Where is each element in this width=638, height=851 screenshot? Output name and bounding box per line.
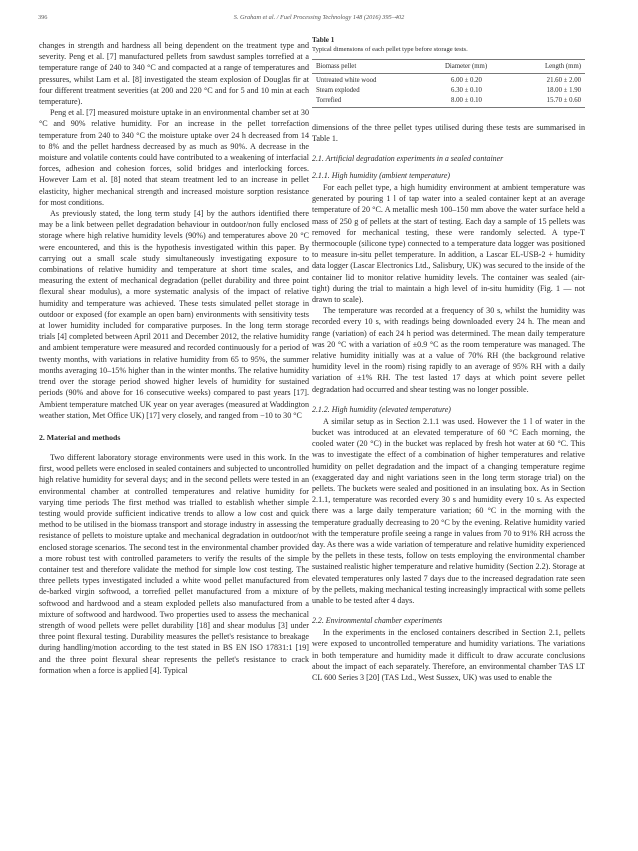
paragraph: For each pellet type, a high humidity environment at ambient temperature was generated by pouring 1 l of tap water into a sealed container kept at an average temperature of 20 °C. A metallic mesh 100–150 mm above the water surface held a mass of 250 g of pellets at the start of testing. Each day a sample of 15 pellets was removed for mechanical testing, these were randomly selected. A type-T thermocouple (silicone type) connected to a temperature data logger was positioned to measure in-situ pellet temperature. In addition, a Lascar EL-USB-2 + humidity data logger (Lascar Electronics Ltd., Salisbury, UK) was secured to the inside of the container lid to monitor relative humidity levels. The container was sealed (air-tight) during the trial to maintain a high level of in-situ humidity (Fig. 1 — not drawn to scale). [312,182,585,304]
table-cell: 21.60 ± 2.00 [546,77,581,84]
table-cell: 18.00 ± 1.90 [546,86,581,94]
left-column [39,40,309,676]
paragraph: In the experiments in the enclosed containers described in Section 2.1, pellets were exposed to uncontrolled temperature and humidity variations. The variations in both temperature and humidity made it difficult to draw accurate conclusions about the impact of each separately. Therefore, an environmental chamber TAS LT CL 600 Series 3 [20] (TAS Ltd., West Sussex, UK) was used to enable the [312,628,585,683]
table-cell: Torrefied [312,95,407,107]
table-row [312,85,585,95]
paragraph: The temperature was recorded at a frequency of 30 s, whilst the humidity was recorded every 10 s, with readings being downloaded every 24 h. The mean and range (variation) of each 24 h period was determined. The mean daily temperature was 20 °C with a variation of ±0.9 °C as the room temperature was managed. The relative humidity initially was at a value of 70% RH (the background relative humidity level in the room) rising rapidly to an average of 95% RH with a daily variation of ±1% RH. The test lasted 17 days at which point severe pellet degradation had occurred and shear testing was no longer possible. [312,306,585,394]
table-cell: Untreated white wood [316,77,377,84]
table-cell: 6.30 ± 0.10 [451,86,482,94]
subsection-heading: 2.1.2. High humidity (elevated temperature) [312,404,451,414]
paragraph: A similar setup as in Section 2.1.1 was used. However the 1 l of water in the bucket was introduced at an elevated temperature of 60 °C Each morning, the cooled water (20 °C) in the bucket was replaced by fresh hot water at 60 °C. This was to investigate the effect of a combination of higher temperatures and relative humidity on pellet degradation and the impact of a changing temperature regime (exaggerated day and night variations seen in the long term storage trial) on the pellets. The buckets were sealed and positioned in an insulating box. As in Section 2.1.1, temperature was recorded every 30 s and humidity every 10 s. As expected there was a large daily temperature variation; 60 °C in the morning with the temperature gradually decreasing to 20 °C by the evening. Relative humidity varied with the temperature profile seeing a range in values from 70 to 91% RH across the day. As there was a wide variation of temperature and relative humidity experienced by the pellets in these tests, follow on tests employing the environmental chamber sustained realistic higher temperature and relative humidity (Section 2.2). Storage at elevated temperatures only lasted 7 days due to the increased degradation rate seen by the pellets, making mechanical testing increasingly impractical with some pellets unable to be tested after 4 days. [312,416,585,606]
table-header-row [312,60,585,74]
subsection-heading: 2.1.1. High humidity (ambient temperature) [312,170,450,180]
table-header: Biomass pellet [312,60,407,74]
section-heading: 2. Material and methods [39,432,121,442]
paragraph: dimensions of the three pellet types utilised during these tests are summarised in Table 1. [312,122,585,143]
table-header: Diameter (mm) [407,60,524,74]
section-heading: 2.1. Artificial degradation experiments in a sealed container [312,153,504,163]
paragraph: changes in strength and hardness all being dependent on the treatment type and severity. Peng et al. [7] manufactured pellets from sawdust samples torrefied at a temperature range of 240 to 340 °C and compacted at a range of temperatures and pressures, whilst Lam et al. [8] investigated the steam explosion of Douglas fir at four different treatment severities (at 200 and 220 °C and for 5 and 10 min at each temperature). [39,41,309,107]
paragraph: Two different laboratory storage environments were used in this work. In the first, wood pellets were enclosed in sealed containers and subjected to uncontrolled high relative humidity for several days; and in the second pellets were tested in an environmental chamber at controlled temperatures and relative humidity for varying time periods The first method was trialled to establish whether simple testing would provide sufficient indicative trends to allow a low cost and quick method to be utilised in the biomass transport and storage industry in assessing the resistance of pellets to moisture uptake and mechanical degradation in outdoor/not enclosed storage scenarios. The second test in the environmental chamber provided a more robust test with controlled parameters to verify the results of the simple container test and therefore validate the method for simple low cost testing. The three pellets types investigated included a white wood pellet manufactured from de-barked virgin softwood, a torrefied pellet manufactured from a mixture of softwood and hardwood and a steam exploded pellets also manufactured from a mixture of softwood and hardwood. Two properties used to assess the mechanical strength of wood pellets were pellet durability [18] and shear modulus [3] under three point flexural testing. Durability measures the pellet's resistance to breakage during handling/motion according to the test stated in BS EN ISO 17831:1 [19] and the three point flexural shear represents the pellet's resistance to crack formation when a force is applied [4]. Typical [39,452,309,675]
running-head: S. Graham et al. / Fuel Processing Technology 148 (2016) 395–402 [233,14,405,21]
right-column [312,36,585,683]
table-caption: Typical dimensions of each pellet type before storage tests. [312,46,468,53]
table-cell: 6.00 ± 0.20 [451,77,482,84]
table-row [312,95,585,107]
table-cell: 15.70 ± 0.60 [524,95,585,107]
table-label: Table 1 [312,36,335,44]
table-cell: 8.00 ± 0.10 [407,95,524,107]
table-header: Length (mm) [524,60,585,74]
running-header [38,14,600,26]
table-cell: Steam exploded [316,86,360,94]
page-number: 396 [38,14,48,21]
paragraph: As previously stated, the long term study [4] by the authors identified there may be a link between pellet degradation behaviour in outdoor/non fully enclosed storage where high relative humidity levels (90%) and temperatures above 20 °C were encountered, and this is the hypothesis investigated within this paper. By carrying out a small scale study simultaneously investigating exposure to combinations of relative humidity and temperature at short time scales, and measuring the extent of mechanical degradation (pellet durability and three point flexural shear modulus), a more systematic analysis of the impact of relative humidity and temperature was achieved. These tests simulated pellet storage in outdoor or exposed (for example an open barn) environments with sensitivity tests at lower humidity included for comparative purposes. In the long term storage trials [4] completed between April 2011 and December 2012, the relative humidity and ambient temperature were measured and recorded continuously for a period of twenty months, with variations in relative humidity from 65 to 95%, the summer months averaging 10–15% higher than in the winter months. The relative humidity trend over the storage period showed higher levels of humidity for sustained periods (90% and above for 16 consecutive weeks) compared to past years [17]. Ambient temperature matched UK year on year averages (measured at Waddington weather station, Met Office UK) [17] very closely, and ranged from −10 to 30 °C [39,209,309,420]
section-heading: 2.2. Environmental chamber experiments [312,616,443,626]
table-row [312,74,585,86]
table-1 [312,36,585,108]
paragraph: Peng et al. [7] measured moisture uptake in an environmental chamber set at 30 °C and 90% relative humidity. For an increase in the pellet torrefaction temperature from 240 to 340 °C the moisture uptake over 24 h decreased from 14 to 8% and the pellet hardness decreased by as much as 90%. A decrease in the moisture and volatile contents could have contributed to a weakening of interfacial forces, adhesion and cohesion forces, solid bridges and interlocking forces. However Lam et al. [8] noted that steam treatment led to an increase in pellet elasticity, higher mechanical strength and increased moisture sorption resistance for most conditions. [39,108,309,207]
dimensions-table [312,59,585,108]
